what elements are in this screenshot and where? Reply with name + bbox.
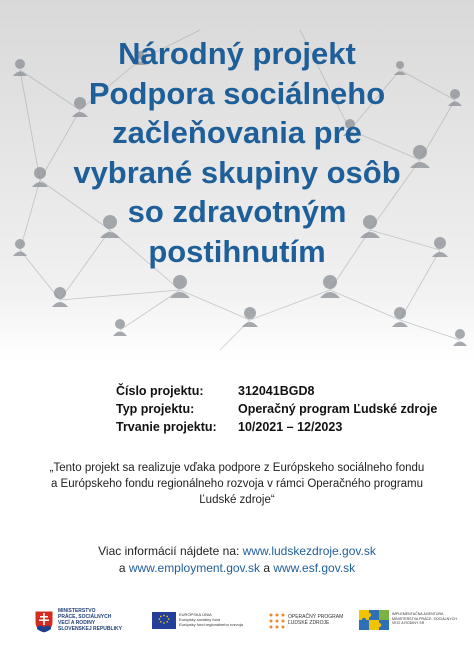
contact-line-2 — [0, 560, 474, 577]
ministry-logo-line: SLOVENSKEJ REPUBLIKY — [58, 626, 122, 632]
info-value: 10/2021 – 12/2023 — [238, 420, 343, 434]
implementation-agency-logo — [358, 606, 457, 640]
implementation-logo-line: MINISTERSTVA PRÁCE, SOCIÁLNYCH — [392, 616, 457, 621]
implementation-logo-line: VECÍ A RODINY SR — [392, 621, 425, 626]
eu-logo — [152, 606, 243, 640]
info-value: 312041BGD8 — [238, 384, 315, 398]
link-employment[interactable]: www.employment.gov.sk — [128, 561, 260, 575]
info-row-duration — [116, 418, 437, 436]
project-info — [116, 382, 437, 436]
eu-logo-line: EURÓPSKA ÚNIA — [179, 612, 212, 617]
link-esf[interactable]: www.esf.gov.sk — [273, 561, 356, 575]
implementation-logo-line: IMPLEMENTAČNÁ AGENTÚRA — [392, 612, 444, 616]
op-dots-icon — [268, 612, 286, 630]
op-logo-line: OPERAČNÝ PROGRAM — [288, 614, 344, 620]
title-line: Národný projekt — [118, 36, 356, 71]
title-line: začleňovania pre — [112, 115, 362, 150]
slovak-coat-of-arms-icon — [34, 610, 54, 634]
contact-prefix: Viac informácií nájdete na: — [98, 544, 243, 558]
title-line: so zdravotným — [127, 194, 347, 229]
info-value: Operačný program Ľudské zdroje — [238, 402, 438, 416]
link-ludskezdroje[interactable]: www.ludskezdroje.gov.sk — [242, 544, 376, 558]
contact-info — [0, 543, 474, 577]
contact-line-1 — [0, 543, 474, 560]
op-logo-line: ĽUDSKÉ ZDROJE — [288, 620, 330, 626]
puzzle-icon — [358, 608, 390, 636]
contact-separator: a — [260, 561, 274, 575]
ministry-logo-line: VECÍ A RODINY — [58, 620, 96, 626]
info-label: Číslo projektu: — [116, 384, 204, 398]
logo-strip — [0, 606, 474, 640]
quote-line: „Tento projekt sa realizuje vďaka podpore z Európskeho sociálneho fondu — [49, 462, 425, 474]
ministry-logo — [34, 606, 134, 640]
info-row-number — [116, 382, 437, 400]
eu-logo-line: Európsky sociálny fond — [179, 617, 221, 622]
title-line: Podpora sociálneho — [88, 75, 386, 111]
ministry-logo-line: PRÁCE, SOCIÁLNYCH — [58, 614, 112, 620]
ministry-logo-line: MINISTERSTVO — [58, 608, 96, 614]
info-label: Trvanie projektu: — [116, 420, 217, 434]
info-row-type — [116, 400, 437, 418]
quote-line: a Európskeho fondu regionálneho rozvoja v rámci Operačného programu — [50, 478, 424, 490]
title-line: postihnutím — [148, 233, 326, 269]
op-ludske-zdroje-logo — [268, 606, 344, 640]
quote-line: Ľudské zdroje“ — [199, 494, 275, 506]
eu-logo-line: Európsky fond regionálneho rozvoja — [179, 622, 243, 627]
title-line: vybrané skupiny osôb — [73, 154, 401, 190]
contact-prefix: a — [118, 561, 129, 575]
funding-statement — [20, 460, 454, 508]
eu-flag-icon — [152, 612, 176, 629]
project-title — [0, 34, 474, 271]
info-label: Typ projektu: — [116, 402, 195, 416]
